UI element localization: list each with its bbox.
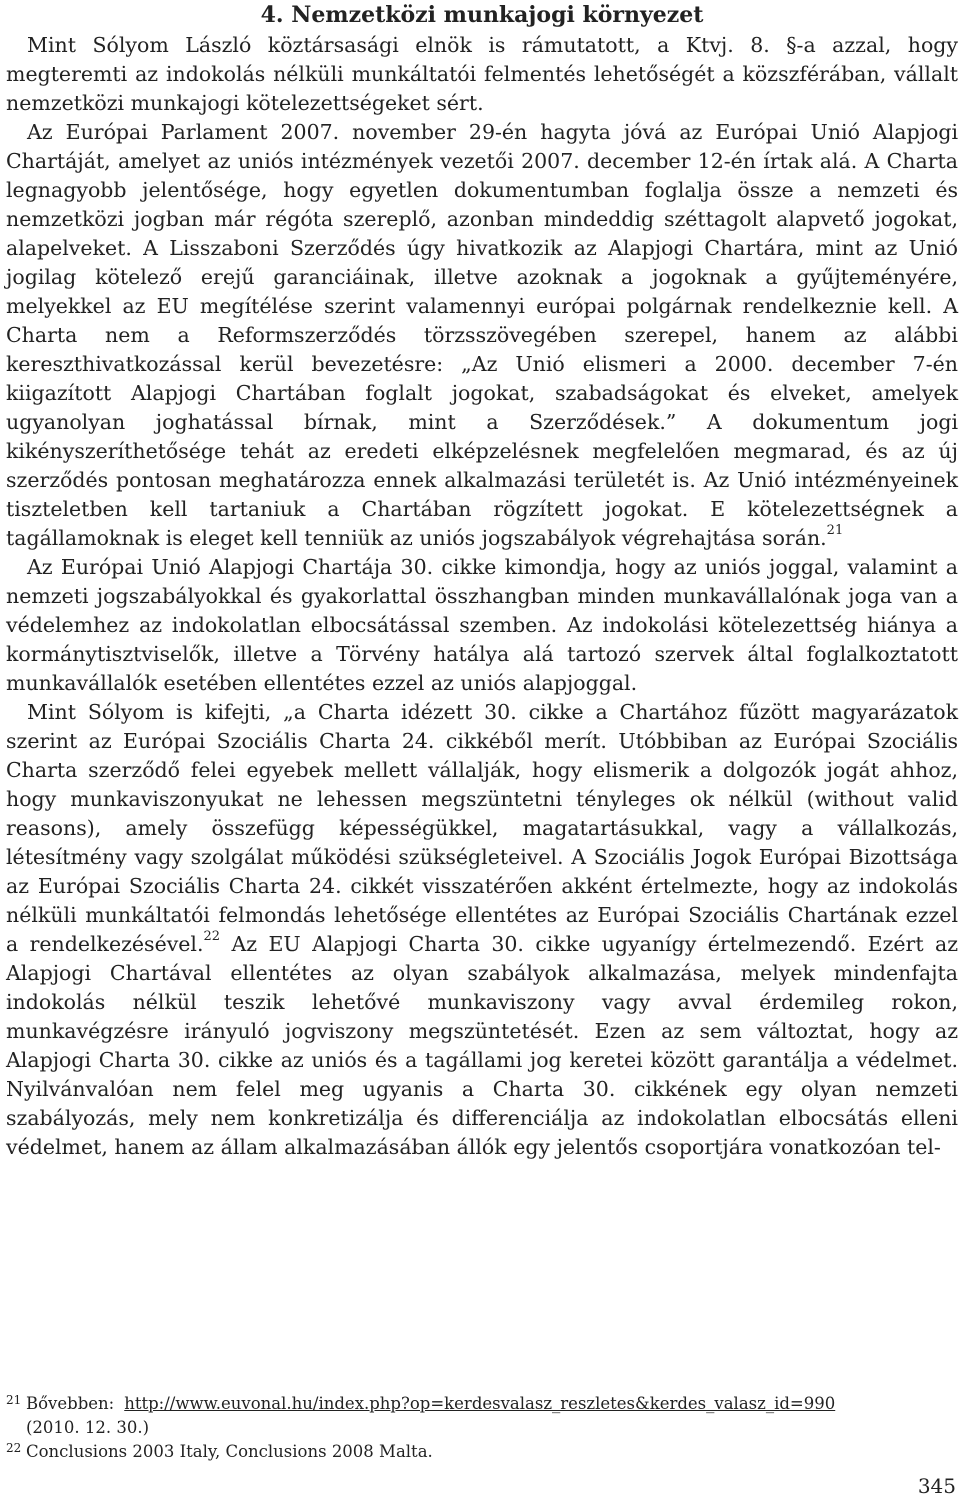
paragraph-text: Mint Sólyom László köztársasági elnök is rámutatott, a Ktvj. 8. §-a azzal, hogy megteremti az indokolás nélküli munkáltatói felmentés lehetőségét a közszférában, vállalt nemzetközi munkajogi kötelezettségeket sért. <box>6 33 958 115</box>
footnote-label: Bővebben: <box>26 1394 115 1413</box>
footnote-text: Conclusions 2003 Italy, Conclusions 2008 Malta. <box>26 1442 433 1461</box>
footnote-link[interactable]: http://www.euvonal.hu/index.php?op=kerdesvalasz_reszletes&kerdes_valasz_id=990 <box>124 1394 836 1413</box>
footnote-21 <box>6 1392 958 1440</box>
paragraph-text: Az Európai Unió Alapjogi Chartája 30. cikke kimondja, hogy az uniós joggal, valamint a nemzeti jogszabályokkal és gyakorlattal összhangban minden munkavállalónak joga van a védelemhez az indokolatlan elbocsátással szemben. Az indokolási kötelezettség hiánya a kormánytisztviselők, illetve a Törvény hatálya alá tartozó szervek által foglalkoztatott munkavállalók esetében ellentétes ezzel az uniós alapjoggal. <box>6 555 958 695</box>
footnote-number: 21 <box>6 1393 22 1407</box>
footnote-ref: 22 <box>203 929 221 945</box>
paragraph <box>6 553 958 698</box>
page-number: 345 <box>917 1474 956 1498</box>
footnote-date: (2010. 12. 30.) <box>26 1418 150 1437</box>
footnote-ref: 21 <box>826 523 844 539</box>
paragraph-text: Mint Sólyom is kifejti, „a Charta idézett 30. cikke a Chartához fűzött magyarázatok szerint az Európai Szociális Charta 24. cikkéből merít. Utóbbiban az Európai Szociális Charta szerződő felei egyebek mellett vállalják, hogy elismerik a dolgozók jogát ahhoz, hogy munkaviszonyukat ne lehessen megszüntetni tényleges ok nélkül (without valid reasons), amely összefügg képességükkel, magatartásukkal, vagy a vállalkozás, létesítmény vagy szolgálat működési szükségleteivel. A Szociális Jogok Európai Bizottsága az Európai Szociális Charta 24. cikkét visszatérően akként értelmezte, hogy az indokolás nélküli munkáltatói felmondás lehetősége ellentétes az Európai Szociális Chartának ezzel a rendelkezésével. <box>6 700 958 956</box>
footnote-number: 22 <box>6 1441 22 1455</box>
footnotes <box>6 1392 958 1464</box>
paragraph <box>6 118 958 553</box>
body-text <box>6 31 958 1162</box>
paragraph <box>6 31 958 118</box>
footnote-body <box>26 1392 958 1440</box>
footnote-22 <box>6 1440 958 1464</box>
document-page <box>6 0 958 1162</box>
paragraph <box>6 698 958 1162</box>
paragraph-text: Az Európai Parlament 2007. november 29-én hagyta jóvá az Európai Unió Alapjogi Chartáját, amelyet az uniós intézmények vezetői 2007. december 12-én írtak alá. A Charta legnagyobb jelentősége, hogy egyetlen dokumentumban foglalja össze a nemzeti és nemzetközi jogban már régóta szereplő, azonban mindeddig széttagolt alapvető jogokat, alapelveket. A Lisszaboni Szerződés úgy hivatkozik az Alapjogi Chartára, mint az Unió jogilag kötelező erejű garanciáinak, illetve azoknak a jogoknak a gyűjteményére, melyekkel az EU megítélése szerint valamennyi európai polgárnak rendelkeznie kell. A Charta nem a Reformszerződés törzsszövegében szerepel, hanem az alábbi kereszthivatkozással kerül bevezetésre: „Az Unió elismeri a 2000. december 7-én kiigazított Alapjogi Chartában foglalt jogokat, szabadságokat és elveket, amelyek ugyanolyan joghatással bírnak, mint a Szerződések.” A dokumentum jogi kikényszeríthetősége tehát az eredeti elképzelésnek megfelelően megmarad, és az új szerződés pontosan meghatározza ennek alkalmazási területét is. Az Unió intézményeinek tiszteletben kell tartaniuk a Chartában rögzített jogokat. E kötelezettségnek a tagállamoknak is eleget kell tenniük az uniós jogszabályok végrehajtása során. <box>6 120 958 550</box>
section-heading: 4. Nemzetközi munkajogi környezet <box>260 2 704 28</box>
paragraph-text: Az EU Alapjogi Charta 30. cikke ugyanígy értelmezendő. Ezért az Alapjogi Chartával ellentétes az olyan szabályok alkalmazása, melyek mindenfajta indokolás nélkül teszik lehetővé munkaviszony vagy avval érdemileg rokon, munkavégzésre irányuló jogviszony megszüntetését. Ezen az sem változtat, hogy az Alapjogi Charta 30. cikke az uniós és a tagállami jog keretei között garantálja a védelmet. Nyilvánvalóan nem felel meg ugyanis a Charta 30. cikkének egy olyan nemzeti szabályozás, mely nem konkretizálja és differenciálja az indokolatlan elbocsátás elleni védelmet, hanem az állam alkalmazásában állók egy jelentős csoportjára vonatkozóan tel- <box>6 932 958 1159</box>
